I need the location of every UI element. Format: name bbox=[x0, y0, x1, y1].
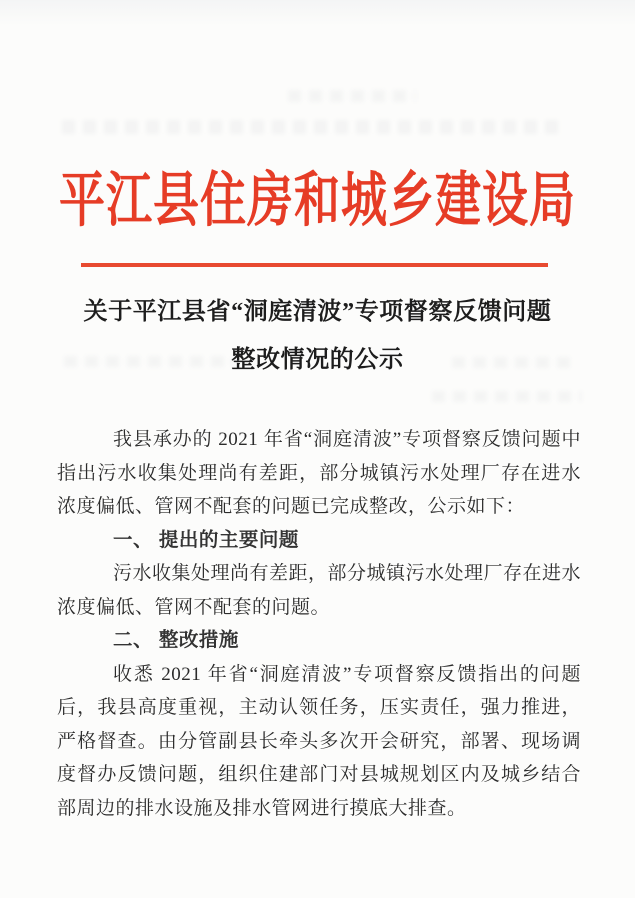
heading-main-problems: 一、 提出的主要问题 bbox=[113, 528, 299, 551]
document-title-line2: 整改情况的公示 bbox=[231, 347, 404, 373]
document-body bbox=[57, 423, 581, 825]
bleed-through-artifact bbox=[288, 90, 416, 102]
bleed-through-artifact bbox=[432, 391, 582, 402]
document-title bbox=[0, 297, 635, 375]
letterhead-divider-line bbox=[81, 263, 548, 267]
paragraph-problems: 污水收集处理尚有差距，部分城镇污水处理厂存在进水浓度偏低、管网不配套的问题。 bbox=[57, 563, 582, 618]
paragraph-measures: 收悉 2021 年省“洞庭清波”专项督察反馈指出的问题后，我县高度重视，主动认领任务，压实责任，强力推进，严格督查。由分管副县长牵头多次开会研究，部署、现场调度督办反馈问题，组织住建部门对县城规划区内及城乡结合部周边的排水设施及排水管网进行摸底大排查。 bbox=[57, 663, 581, 819]
document-title-line1: 关于平江县省“洞庭清波”专项督察反馈问题 bbox=[83, 299, 552, 325]
heading-rectification-measures: 二、 整改措施 bbox=[113, 629, 239, 651]
paragraph-intro: 我县承办的 2021 年省“洞庭清波”专项督察反馈问题中指出污水收集处理尚有差距，部分城镇污水处理厂存在进水浓度偏低、管网不配套的问题已完成整改，公示如下： bbox=[57, 429, 581, 517]
letterhead-agency-name: 平江县住房和城乡建设局 bbox=[59, 167, 576, 234]
scan-edge-artifact bbox=[0, 0, 635, 26]
bleed-through-artifact bbox=[62, 120, 560, 134]
